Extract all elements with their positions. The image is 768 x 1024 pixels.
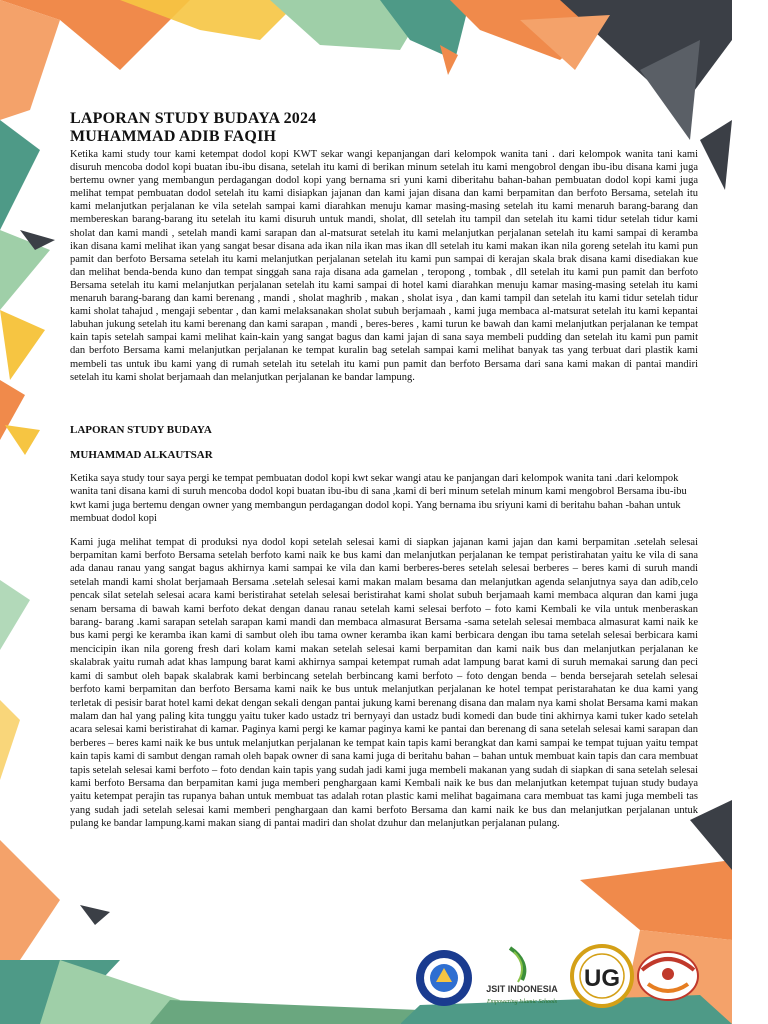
ug-seal-logo	[572, 946, 632, 1006]
jsit-tagline: Empowering Islamic Schools	[487, 999, 557, 1005]
left-yellow-small	[5, 425, 40, 455]
left-yellow-lower	[0, 700, 20, 780]
right-dark-triangle	[700, 120, 732, 190]
school-emblem-logo	[638, 952, 698, 1000]
logo-row	[410, 940, 710, 1010]
top-left-orange-shape	[0, 0, 60, 120]
report-1-body: Ketika kami study tour kami ketempat dodol kopi KWT sekar wangi kepanjangan dari kelompok wanita tani . dari kelompok wanita tani kami disuruh mencoba dodol kopi buatan ibu-ibu disana, setelah itu kami di berikan minum setelah itu kami mengobrol dengan ibu-ibu disana kami juga bertemu owner yang membangun perdagangan dodol kopi yang bernama sri yuni kami diberitahu bahan-bahan pembuatan dodol kopi kami juga melihat tempat pembuatan dodol setelah itu kami disiapkan jajanan dan kami jajan disana dan kami berpamitan dan berfoto Bersama, setelah itu kami melanjutkan perjalanan ke vila setelah sampai kami diarahkan menuju kamar masing-masing setelah itu kami menaruh barang-barang dan membereskan barang-barang itu setelah itu kami disuruh untuk mandi, sholat, dll setelah itu tampil dan setelah itu kami tidur setelah tidur kami sholat dan kami mandi , setelah mandi kami sarapan dan al-matsurat setelah itu kami melanjutkan perjalanan setelah itu kami sampai di keramba ikan disana kami melihat ikan yang sangat besar disana ada ikan nila ikan mas ikan dll setelah itu kami makan ikan nila goreng setelah itu kami pun pamit dan berfoto Bersama setelah itu kami melanjutkan perjalanan setelah itu kami pun sampai di kerajan skala brak disana kami disediakan kue dan melihat benda-benda kuno dan tempat singgah sana raja disana ada gamelan , teropong , tombak , dll setelah itu kami pun pamit dan berfoto Bersama setelah itu kami melanjutkan perjalanan setelah itu kami sampai di hotel kami diarahkan menuju kamar masing-masing setelah itu kami menaruh barang-barang dan kami berenang , mandi , sholat maghrib , makan , sholat isya , dan kami tampil dan setelah itu kami tidur setelah tidur kami sholat tahajud , mengaji sebentar , dan kami melaksanakan sholat subuh berjamaah , kami juga membaca al-matsurat setelah itu kami kepantai labuhan jukung setelah itu kami berenang dan kami sarapan , mandi , beres-beres , kami turun ke bawah dan kami melanjutkan perjalanan ke tempat kain tapis setelah sampai kami melihat kain-kain yang sangat bagus dan kami jajan di sana saya membeli pudding dan setelah itu kami pun pamit dan berfoto Bersama kami melanjutkan perjalanan ke tempat kuralin bag setelah sampai kami melihat banyak tas yang terbuat dari plastik kami membeli tas untuk ibu kami yang di rumah setelah itu setelah itu kami pun pamit dan berfoto Bersama dari sana kami makan di pantai mandiri setelah itu kami sholat berjamaah dan melanjutkan perjalanan ke bandar lampung.	[70, 149, 698, 383]
report-1-author: MUHAMMAD ADIB FAQIH	[70, 128, 277, 145]
logos-svg	[410, 940, 710, 1010]
ug-letters: UG	[584, 965, 620, 992]
jsit-name: JSIT INDONESIA	[486, 984, 558, 994]
left-green-lower	[0, 580, 30, 650]
report-1	[70, 110, 698, 384]
kemendikbud-logo	[416, 950, 472, 1006]
small-white-triangle	[240, 45, 268, 72]
report-2	[70, 423, 698, 831]
left-yellow-shape	[0, 310, 45, 380]
report-2-paragraph-2: Kami juga melihat tempat di produksi nya dodol kopi setelah selesai kami di siapkan jajanan kami jajan dan kami berpamitan .setelah selesai berpamitan kami berfoto Bersama setelah berfoto kami naik ke bus kami dan melanjutkan perjalanan ke tempat peristirahatan yaitu ke vila di sana ada danau ranau yang sangat bagus akhirnya kami sampai ke vila dan kami berberes-beres setelah selesai berberes – beres kami di suruh mandi setelah mandi kami sholat berjamaah Bersama .setelah selesai kami makan malam besama dan melanjutkan agenda selanjutnya saya dan adib,celo pencak silat setelah selesai acara kami beristirahat setelah selesai beristirahat kami sholat subuh berjamaah kami membaca alquran dan kami juga senam bersama di bawah kami berfoto dekat dengan danau ranau setelah kami selesai berfoto – foto kami Kembali ke vila untuk menberaskan barang- barang .kami sarapan setelah sarapan kami mandi dan membaca almasurat Bersama -sama setelah selesai membaca almasurat kami naik ke bus kami pergi ke keramba ikan kami di sambut oleh ibu tama owner keramba ikan kami berbicara dengan ibu tama setelah selesai berbicara kami mencicipin ikan nila goreng fresh dari kolam kami makan setelah selesai kami berpamitan dan kami naik bus dan melanjutkan perjalanan ke skalabrak yaitu rumah adat khas lampung barat kami akhirnya sampai ketempat rumah adat lampung barat kami di suruh memakai sarung dan peci kami di sambut oleh bapak skalabrak kami berbincang setelah berbincang kami berfoto – foto dengan benda – benda bersejarah setelah selesai berfoto kami berpamitan dan berfoto Bersama kami naik ke bus untuk melanjutkan perjalanan ke hotel tempat peristarahatan ke dua kami yang terletak di pesisir barat hotel kami dekat dengan sekali dengan pantai jukung kami berenang disana dan malam nya kami sholat Bersama kami makan malam dan hal yang paling kita tunggu yaitu tuker kado ustadz tri bernyayi dan ustadz budi komedi dan bude tini akhirnya kami tuker kado setelah acara selesai kami beristirahat di kamar. Paginya kami pergi ke kamar paginya kami ke pantai dan berenang di sana setelah selesai kami sarapan dan berberes – beres kami naik ke bus untuk melanjutkan perjalanan ke tempat kain tapis kami berangkat dan kami sampai ke tempat tujuan yaitu tempat kain tapis kami di sambut dengan ramah oleh bapak owner di sana kami juga di beritahu bahan – bahan untuk membuat kain tapis dan cara membuat tapis setelah selesai kami berfoto – foto dendan kain tapis yang sudah jadi kami juga membeli makanan yang sudah di siapkan di sana setelah selesai kami berfoto Bersama dan berpamitan kami juga memberi penghargaan kami Kembali naik ke bus dan melanjutkan ketempat tujuan study budaya yaitu ketempat perajin tas rupanya bahan untuk membuat tas adalah rotan plastic kami melihat bagaimana cara membuat tas kami juga membeli tas yang sudah jadi setelah selesai kami memberi penghargaan dan kami berfoto Bersama dan kami naik ke bus dan melanjutkan perjalanan untuk pulang ke bandar lampung.kami makan siang di pantai madiri dan sholat dzuhur dan melanjutkan perjalanan pulang.	[70, 536, 698, 830]
report-2-author: MUHAMMAD ALKAUTSAR	[70, 449, 213, 461]
bottom-right-orange	[580, 860, 732, 940]
jsit-logo	[486, 948, 558, 1005]
left-teal-shape	[0, 120, 40, 230]
bottom-dark-triangle	[80, 905, 110, 925]
report-2-paragraph-1: Ketika saya study tour saya pergi ke tempat pembuatan dodol kopi kwt sekar wangi atau ke panjangan dari kelompok wanita tani .dari kelompok wanita tani disana kami di suruh mencoba dodol kopi buatan ibu-ibu di sana ,kami di beri minum setelah minum kami mengobrol Bersama ibu-ibu kwt kami juga bertemu dengan owner yang membangun perdagangan dodol kopi. Yang bernama ibu sriyuni kami di beritahu bahan -bahan untuk membuat dodol kopi	[70, 473, 687, 525]
right-margin	[732, 0, 768, 1024]
report-1-title: LAPORAN STUDY BUDAYA 2024	[70, 110, 317, 127]
report-2-title: LAPORAN STUDY BUDAYA	[70, 424, 212, 436]
bottom-green-2	[150, 1000, 420, 1024]
